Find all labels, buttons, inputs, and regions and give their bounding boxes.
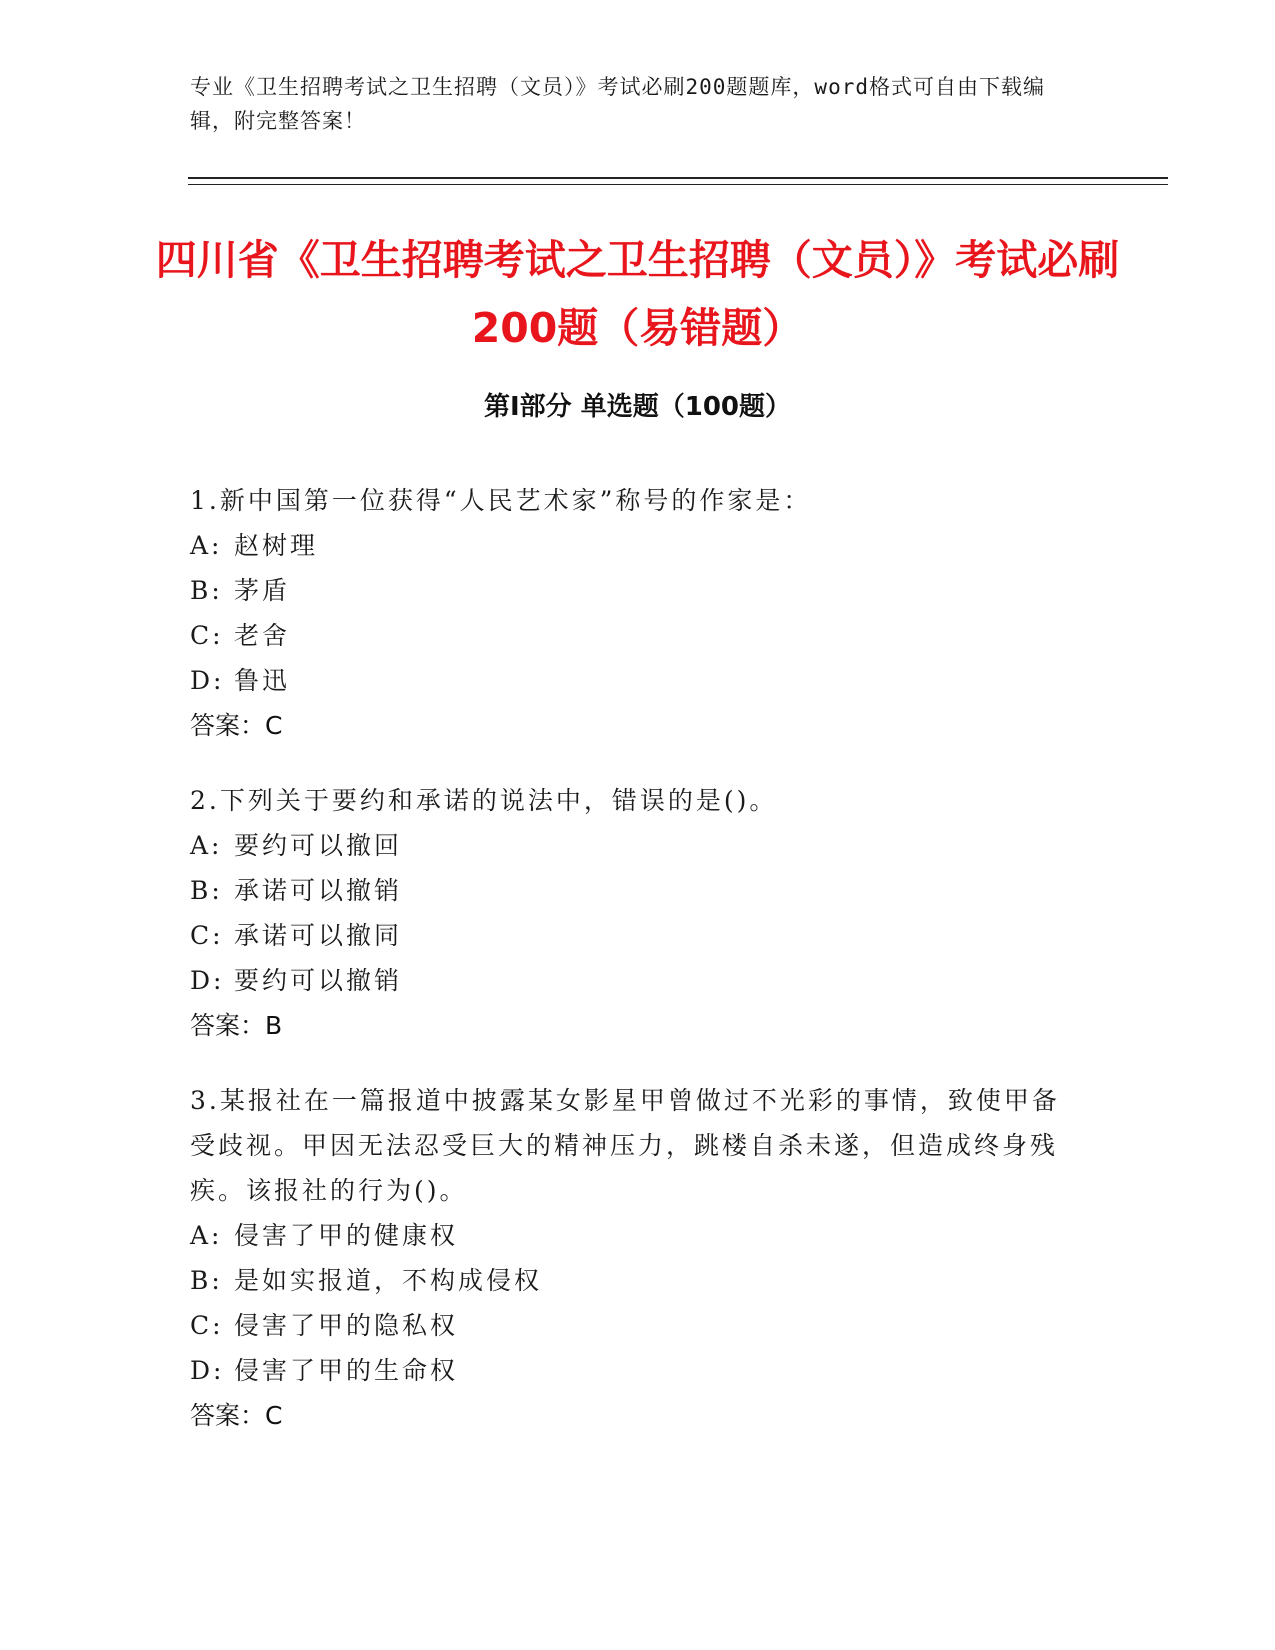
question-stem: 3.某报社在一篇报道中披露某女影星甲曾做过不光彩的事情，致使甲备受歧视。甲因无法忍受巨大的精神压力，跳楼自杀未遂，但造成终身残疾。该报社的行为()。 <box>190 1086 1060 1205</box>
option-letter: B: <box>190 1266 223 1295</box>
question-option <box>190 658 1070 703</box>
option-letter: B: <box>190 876 223 905</box>
option-letter: A: <box>190 1221 223 1250</box>
option-text: 赵树理 <box>234 531 319 560</box>
option-text: 侵害了甲的隐私权 <box>234 1311 459 1340</box>
intro-text: 专业《卫生招聘考试之卫生招聘（文员）》考试必刷200题题库，word格式可自由下载编辑，附完整答案！ <box>190 75 1045 133</box>
question-option <box>190 823 1070 868</box>
option-text: 鲁迅 <box>234 666 291 695</box>
question-option <box>190 1258 1070 1303</box>
document-title: 四川省《卫生招聘考试之卫生招聘（文员）》考试必刷200题（易错题） <box>155 236 1120 352</box>
question-option <box>190 1348 1070 1393</box>
option-text: 侵害了甲的生命权 <box>234 1356 459 1385</box>
option-letter: C: <box>190 1311 224 1340</box>
option-letter: A: <box>190 831 223 860</box>
option-text: 要约可以撤销 <box>234 966 403 995</box>
question-stem: 1.新中国第一位获得“人民艺术家”称号的作家是： <box>190 486 812 515</box>
question-option <box>190 568 1070 613</box>
option-letter: A: <box>190 531 223 560</box>
question-option <box>190 523 1070 568</box>
question-option <box>190 1303 1070 1348</box>
question-answer: 答案：B <box>190 1011 283 1040</box>
option-letter: C: <box>190 621 224 650</box>
question-list <box>190 478 1070 1468</box>
option-text: 侵害了甲的健康权 <box>234 1221 459 1250</box>
question-item <box>190 478 1070 748</box>
section-title: 第Ⅰ部分 单选题（100题） <box>484 392 791 422</box>
option-letter: C: <box>190 921 224 950</box>
question-item <box>190 1078 1070 1438</box>
option-letter: D: <box>190 1356 225 1385</box>
question-option <box>190 958 1070 1003</box>
option-letter: B: <box>190 576 223 605</box>
option-letter: D: <box>190 666 225 695</box>
question-answer: 答案：C <box>190 711 283 740</box>
option-text: 茅盾 <box>234 576 291 605</box>
option-text: 是如实报道，不构成侵权 <box>234 1266 543 1295</box>
header-rule-thick <box>188 177 1168 179</box>
option-letter: D: <box>190 966 225 995</box>
question-stem: 2.下列关于要约和承诺的说法中，错误的是()。 <box>190 786 778 815</box>
option-text: 老舍 <box>234 621 291 650</box>
question-option <box>190 868 1070 913</box>
question-option <box>190 1213 1070 1258</box>
option-text: 承诺可以撤销 <box>234 876 403 905</box>
question-answer: 答案：C <box>190 1401 283 1430</box>
question-option <box>190 913 1070 958</box>
question-option <box>190 613 1070 658</box>
option-text: 承诺可以撤同 <box>234 921 403 950</box>
question-item <box>190 778 1070 1048</box>
option-text: 要约可以撤回 <box>234 831 403 860</box>
header-rule-thin <box>188 184 1168 185</box>
